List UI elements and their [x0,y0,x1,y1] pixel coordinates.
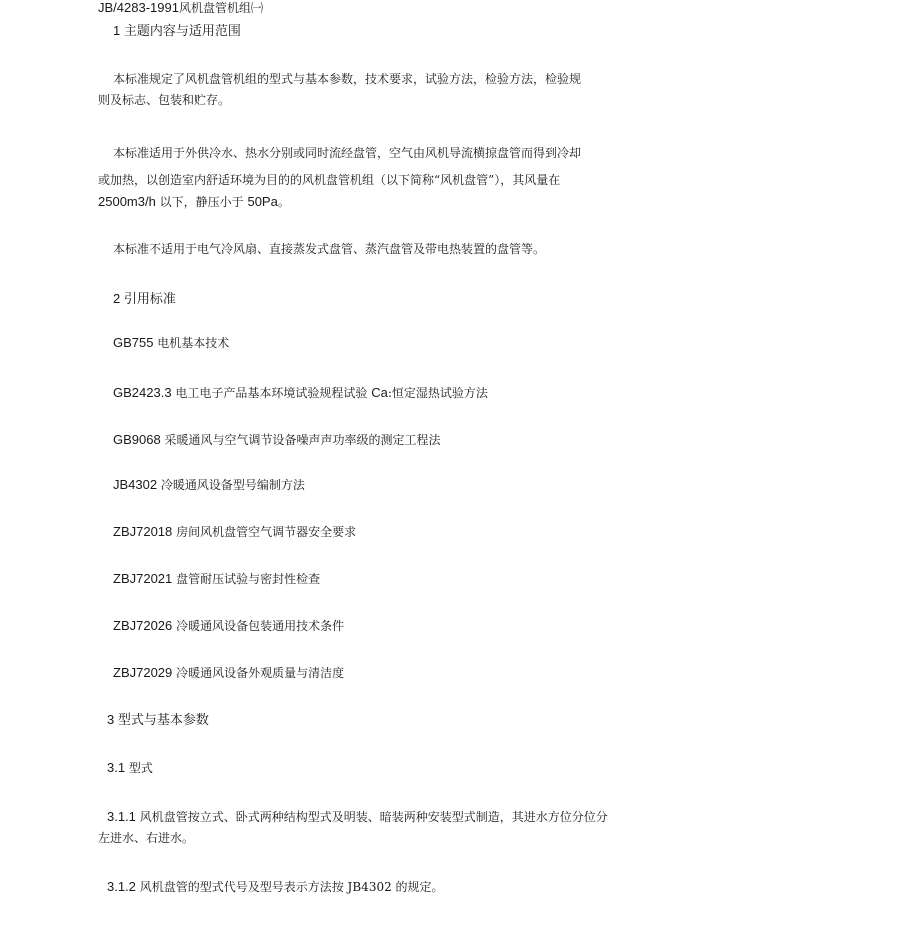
clause-text: 风机盘管按立式、卧式两种结构型式及明装、暗装两种安装型式制造，其进水方位分位分 [135,810,608,824]
heading-text: 1 主题内容与适用范围 [113,23,241,38]
reference-title: 采暖通风与空气调节设备噪声声功率级的测定工程法 [160,433,441,447]
reference-code: ZBJ72021 [113,571,173,586]
reference-title: 电机基本技术 [153,336,230,350]
reference-item [113,335,229,351]
reference-title: 冷暖通风设备型号编制方法 [157,478,305,492]
text-fragment: 以下，静压小于 [155,195,248,209]
paragraph-line: 或加热，以创造室内舒适环境为目的的风机盘管机组（以下简称“风机盘管”），其风量在 [98,173,561,187]
reference-test-code: Ca [371,385,388,400]
clause-title: 型式 [125,761,153,775]
clause-3-1-2 [107,879,444,895]
standard-code: JB/4283-1991 [98,0,179,15]
reference-title: 电工电子产品基本环境试验规程试验 [171,386,372,400]
clause-number: 3.1 [107,760,126,775]
reference-code: GB755 [113,335,154,350]
reference-item [113,385,488,401]
document-title [98,0,263,16]
reference-title: 冷暖通风设备外观质量与清洁度 [172,666,345,680]
reference-code: ZBJ72018 [113,524,173,539]
paragraph-line: 本标准规定了风机盘管机组的型式与基本参数，技术要求，试验方法，检验方法，检验规 [113,72,582,86]
reference-code: ZBJ72026 [113,618,173,633]
text-fragment: 。 [277,195,290,209]
clause-3-1-1 [107,809,608,825]
clause-number: 3.1.1 [107,809,136,824]
reference-title: 盘管耐压试验与密封性检查 [172,572,321,586]
pressure-value: 50Pa [247,194,278,209]
clause-text: 风机盘管的型式代号及型号表示方法按 JB4302 的规定。 [135,880,444,894]
paragraph-line: 则及标志、包装和贮存。 [98,93,231,107]
reference-code: JB4302 [113,477,158,492]
reference-code: GB9068 [113,432,161,447]
section-2-heading [113,291,176,307]
reference-item [113,665,344,681]
reference-item [113,618,344,634]
reference-title: 冷暖通风设备包装通用技术条件 [172,619,345,633]
reference-title: 房间风机盘管空气调节器安全要求 [172,525,357,539]
paragraph-line: 左进水、右进水。 [98,831,195,845]
section-3-1-heading [107,760,153,776]
heading-text: 2 引用标准 [113,291,176,306]
reference-code: ZBJ72029 [113,665,173,680]
reference-item [113,432,441,448]
section-3-heading [107,712,209,728]
reference-item [113,524,356,540]
reference-code: GB2423.3 [113,385,172,400]
reference-title-tail: :恒定湿热试验方法 [387,386,488,400]
section-1-heading [113,23,241,39]
paragraph-line [98,194,290,210]
clause-number: 3.1.2 [107,879,136,894]
heading-text: 3 型式与基本参数 [107,712,209,727]
reference-item [113,477,305,493]
paragraph-line: 本标准适用于外供冷水、热水分别或同时流经盘管，空气由风机导流横掠盘管而得到冷却 [113,146,582,160]
paragraph-line: 本标准不适用于电气冷风扇、直接蒸发式盘管、蒸汽盘管及带电热装置的盘管等。 [113,242,546,256]
reference-item [113,571,320,587]
standard-title: 风机盘管机组㈠ [178,1,263,15]
airflow-value: 2500m3/h [98,194,156,209]
